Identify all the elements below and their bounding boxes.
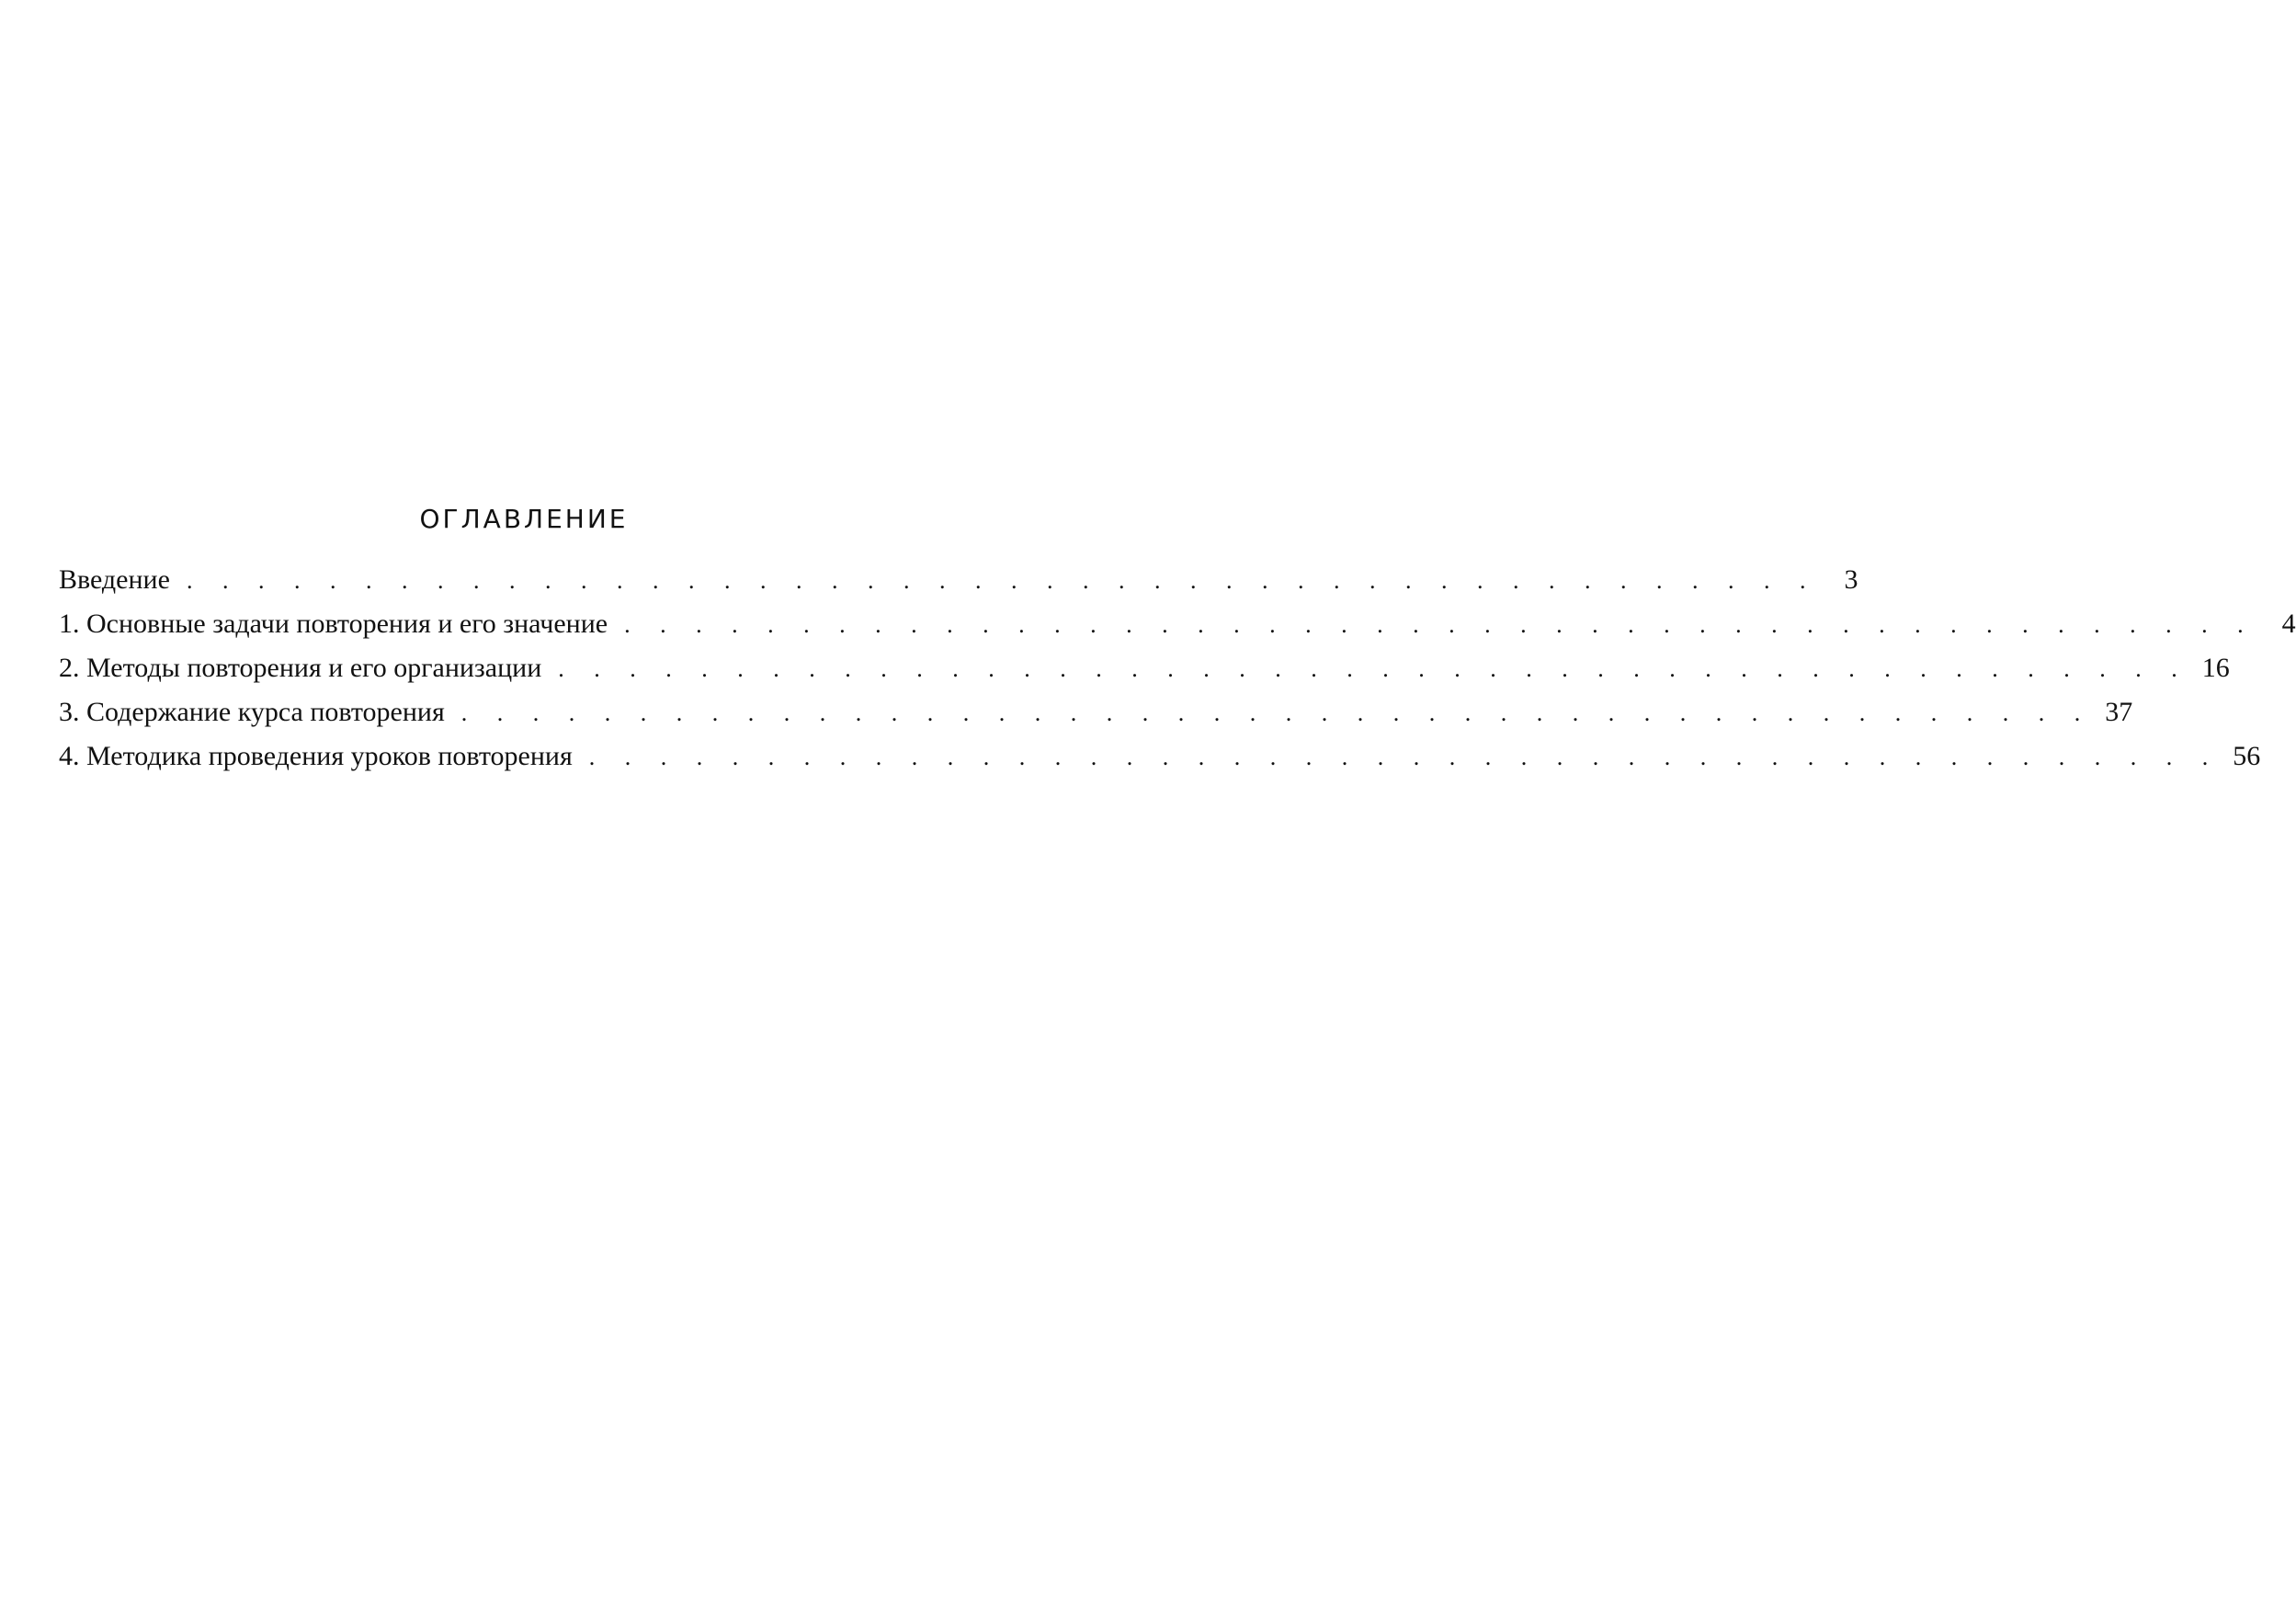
toc-entry-page: 4 <box>2281 609 2296 639</box>
toc-entry-label: 1. Основные задачи повторения и его значение <box>59 609 608 639</box>
toc-entry-chapter-2 <box>59 646 2230 690</box>
toc-entry-label: 3. Содержание курса повторения <box>59 697 445 727</box>
toc-entry-label: Введение <box>59 564 170 595</box>
dot-leader: . . . . . . . . . . . . . . . . . . . . . . . . . . . . . . . . . . . . . . . . . . . . . . <box>558 655 2189 682</box>
table-of-contents <box>59 558 2296 779</box>
toc-entry-label: 2. Методы повторения и его организации <box>59 653 542 683</box>
dot-leader: . . . . . . . . . . . . . . . . . . . . . . . . . . . . . . . . . . . . . . . . . . . . . . <box>460 700 2093 726</box>
toc-title: ОГЛАВЛЕНИЕ <box>419 504 629 534</box>
toc-entry-page: 16 <box>2201 653 2230 683</box>
toc-entry-chapter-1 <box>59 602 2296 646</box>
toc-entry-label: 4. Методика проведения уроков повторения <box>59 741 573 771</box>
toc-entry-chapter-4 <box>59 734 2261 779</box>
dot-leader: . . . . . . . . . . . . . . . . . . . . . . . . . . . . . . . . . . . . . . . . . . . . . . <box>186 567 1818 594</box>
toc-entry-chapter-3 <box>59 690 2133 734</box>
toc-entry-page: 56 <box>2233 741 2261 771</box>
dot-leader: . . . . . . . . . . . . . . . . . . . . . . . . . . . . . . . . . . . . . . . . . . . . . . <box>624 611 2256 638</box>
toc-entry-introduction <box>59 558 1858 602</box>
toc-entry-page: 3 <box>1844 564 1858 595</box>
dot-leader: . . . . . . . . . . . . . . . . . . . . . . . . . . . . . . . . . . . . . . . . . . . . . . <box>588 744 2221 770</box>
toc-entry-page: 37 <box>2105 697 2133 727</box>
